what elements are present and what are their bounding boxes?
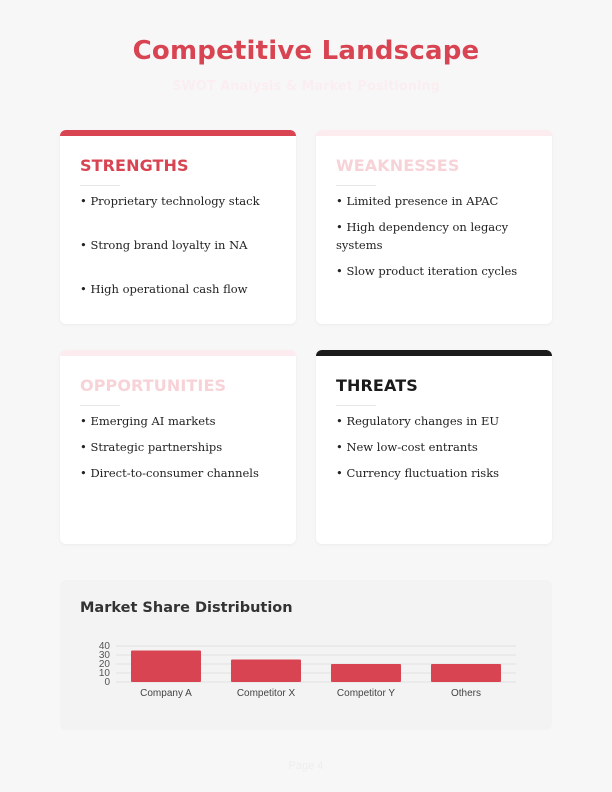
bar: [231, 660, 301, 683]
y-tick-label: 20: [98, 659, 110, 670]
weaknesses-card: [316, 130, 552, 324]
weaknesses-list: [336, 192, 536, 288]
opportunities-card: [60, 350, 296, 544]
x-tick-label: Company A: [140, 688, 192, 699]
list-item: • Limited presence in APAC: [336, 194, 499, 208]
threats-list: [336, 412, 536, 490]
bar: [431, 664, 501, 682]
y-tick-label: 0: [104, 677, 110, 688]
threats-accent-bar: [316, 350, 552, 356]
page-footer: Page 4: [288, 760, 324, 772]
list-item: • Strong brand loyalty in NA: [80, 238, 248, 252]
opportunities-divider: [80, 405, 120, 406]
list-item: • Emerging AI markets: [80, 414, 216, 428]
list-item: • Currency fluctuation risks: [336, 466, 500, 480]
x-tick-label: Competitor X: [236, 688, 296, 699]
list-item: • Strategic partnerships: [80, 440, 223, 454]
list-item: • Slow product iteration cycles: [336, 264, 518, 278]
x-tick-label: Competitor Y: [336, 688, 396, 699]
threats-card: [316, 350, 552, 544]
strengths-list: [80, 192, 280, 324]
bar: [331, 664, 401, 682]
page-subtitle: SWOT Analysis & Market Positioning: [172, 79, 440, 94]
strengths-card: [60, 130, 296, 324]
list-item: • Proprietary technology stack: [80, 194, 260, 208]
weaknesses-divider: [336, 185, 376, 186]
chart-title: Market Share Distribution: [80, 600, 293, 616]
weaknesses-title: WEAKNESSES: [336, 156, 460, 175]
x-tick-label: Others: [450, 688, 482, 699]
y-tick-label: 10: [98, 668, 110, 679]
page-title: Competitive Landscape: [132, 36, 480, 66]
list-item: • Regulatory changes in EU: [336, 414, 500, 428]
y-tick-label: 40: [98, 641, 110, 652]
strengths-accent-bar: [60, 130, 296, 136]
list-item: • High operational cash flow: [80, 282, 248, 296]
opportunities-list: [80, 412, 280, 490]
list-item: • New low-cost entrants: [336, 440, 478, 454]
list-item: • High dependency on legacy systems: [336, 220, 509, 252]
threats-title: THREATS: [336, 376, 418, 395]
y-tick-label: 30: [98, 650, 110, 661]
strengths-divider: [80, 185, 120, 186]
market-share-bar-chart: [60, 580, 552, 730]
threats-divider: [336, 405, 376, 406]
weaknesses-accent-bar: [316, 130, 552, 136]
bar: [131, 651, 201, 683]
strengths-title: STRENGTHS: [80, 156, 189, 175]
opportunities-title: OPPORTUNITIES: [80, 376, 227, 395]
list-item: • Direct-to-consumer channels: [80, 466, 259, 480]
market-share-chart-card: [60, 580, 552, 730]
opportunities-accent-bar: [60, 350, 296, 356]
